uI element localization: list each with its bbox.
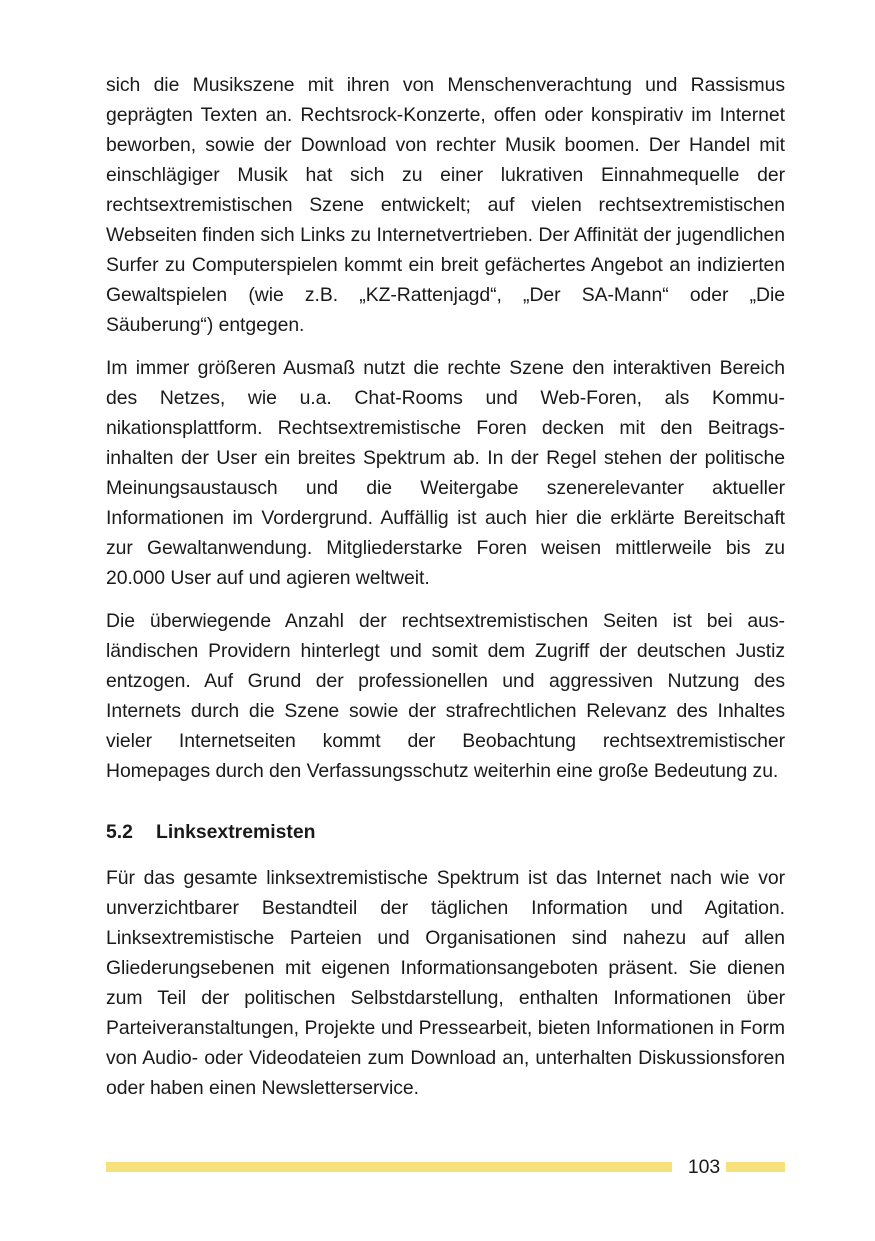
section-heading — [106, 817, 785, 847]
paragraph-music-scene: sich die Musikszene mit ihren von Menschenverachtung und Rassismus geprägten Texten an. Rechtsrock-Konzerte, offen oder konspirativ im Internet beworben, sowie der Download von rechter Musik boomen. Der Handel mit einschlägiger Musik hat sich zu einer lukrativen Einnahmequelle der rechtsextremistischen Szene entwickelt; auf vielen rechtsextremistischen Webseiten finden sich Links zu Internetvertrieben. Der Affinität der jugendlichen Surfer zu Computerspielen kommt ein breit gefächertes Angebot an indizierten Gewaltspielen (wie z.B. „KZ-Rattenjagd“, „Der SA-Mann“ oder „Die Säuberung“) entgegen. — [106, 74, 785, 336]
paragraph-providers: Die überwiegende Anzahl der rechtsextremistischen Seiten ist bei ausländischen Providern hinterlegt und somit dem Zugriff der deutschen Justiz entzogen. Auf Grund der professionellen und aggressiven Nutzung des Internets durch die Szene sowie der strafrechtlichen Relevanz des Inhaltes vieler Internetseiten kommt der Beobachtung rechtsextremistischer Homepages durch den Verfassungsschutz weiterhin eine große Bedeutung zu. — [106, 610, 785, 782]
paragraph-left-extremists: Für das gesamte linksextremistische Spektrum ist das Internet nach wie vor unverzichtbarer Bestandteil der täglichen Information und Agitation. Linksextremistische Parteien und Organisationen sind nahezu auf allen Gliederungsebenen mit eigenen Informationsangeboten präsent. Sie dienen zum Teil der politischen Selbstdarstellung, enthalten Informationen über Parteiveranstaltungen, Projekte und Pressearbeit, bieten Informationen in Form von Audio- oder Videodateien zum Download an, unterhalten Diskussionsforen oder haben einen Newsletterservice. — [106, 867, 785, 1099]
section-title: Linksextremisten — [156, 821, 316, 843]
page-body — [106, 70, 785, 1116]
page-number: 103 — [687, 1156, 721, 1178]
footer-bar-left — [106, 1162, 672, 1172]
section-number: 5.2 — [106, 821, 133, 843]
footer-bar-right — [726, 1162, 785, 1172]
paragraph-forums: Im immer größeren Ausmaß nutzt die rechte Szene den interaktiven Bereich des Netzes, wie u.a. Chat-Rooms und Web-Foren, als Kommunikationsplattform. Rechtsextremistische Foren decken mit den Beitragsinhalten der User ein breites Spektrum ab. In der Regel stehen der politische Meinungsaustausch und die Weitergabe szenerelevanter aktueller Informationen im Vordergrund. Auffällig ist auch hier die erklärte Bereitschaft zur Gewaltanwendung. Mitgliederstarke Foren weisen mittlerweile bis zu 20.000 User auf und agieren weltweit. — [106, 357, 785, 589]
page-footer — [106, 1152, 785, 1182]
